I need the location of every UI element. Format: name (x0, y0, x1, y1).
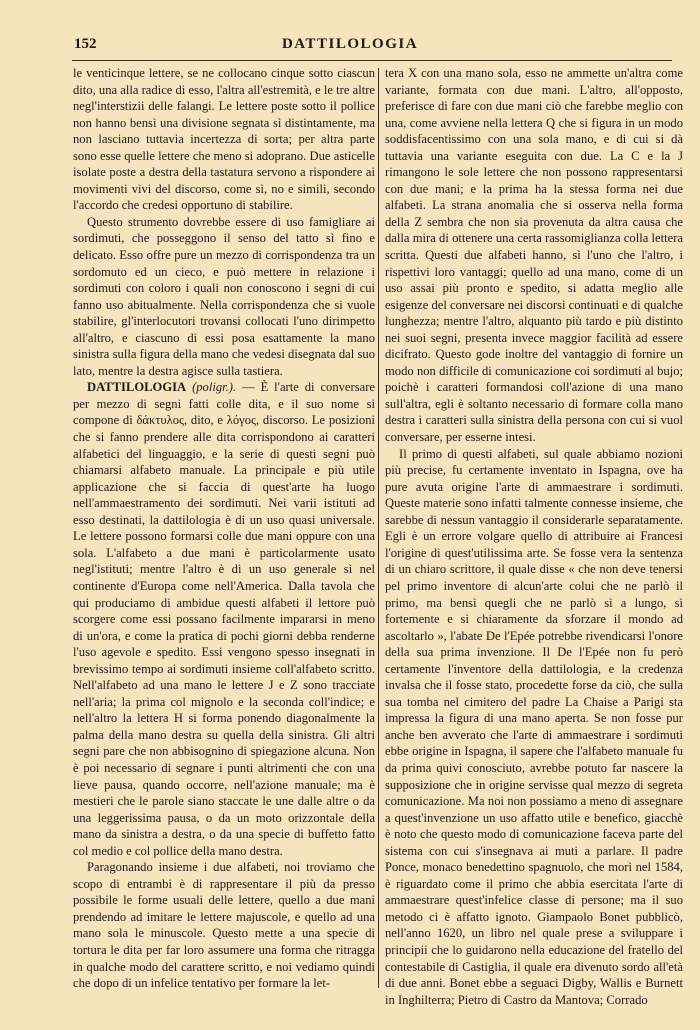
header-rule (72, 60, 672, 61)
paragraph: tera X con una mano sola, esso ne ammette un'altra come variante, formata con due mani. L'altro, all'opposto, preferisce di fare con due mani ciò che farebbe meglio con una, come avviene nella lettera Q che si figura in un modo soddisfacentissimo con una sola mano, e di cui si dà tuttavia una variante eseguita con due. La C e la J rimangono le sole lettere che non possono rappresentarsi con due mani; e la prima ha la stessa forma nei due alfabeti. La strana anomalia che si osserva nella forma della Z sembra che non sia provenuta da altra causa che dalla mira di ottenere una certa rassomiglianza colla lettera scritta. Questi due alfabeti hanno, sì l'uno che l'altro, i rispettivi loro vantaggi; quello ad una mano, come di un uso assai più pronto e spedito, si adatta meglio alle esigenze del conversare nei discorsi continuati e di qualche lunghezza; mentre l'altro, alquanto più tardo e più distinto nei suoi segni, presenta invece maggior facilità ad essere dicifrato. Questo gode inoltre del vantaggio di fornire un modo non difficile di comunicazione coi sordimuti al bujo; poichè i caratteri formandosi coll'azione di una mano sull'altra, egli è soltanto necessario di formare colla mano destra i caratteri sulla sinistra della persona con cui si vuol conversare, per esserne intesi. (385, 66, 683, 445)
entry-headword: DATTILOLOGIA (87, 380, 187, 395)
left-column (73, 65, 375, 992)
entry-category: (poligr.). (192, 380, 237, 395)
right-column (385, 65, 683, 1008)
running-title: DATTILOLOGIA (281, 36, 419, 52)
entry-paragraph (73, 379, 375, 859)
paragraph: Paragonando insieme i due alfabeti, noi troviamo che scopo di entrambi è di rappresentare il più da presso possibile le forme usuali delle lettere, quello a due mani prendendo ad imitare le lettere majuscole, e quello ad una mano sola le minuscole. Questo mette a una specie di tortura le dita per far loro assumere una forma che ritragga in qualche modo del carattere scritto, e noi vediamo quindi che dopo di un infelice tentativo per formare la let- (73, 860, 375, 991)
paragraph: le venticinque lettere, se ne collocano cinque sotto ciascun dito, una alla radice di esso, l'altra all'estremità, e le tre altre negl'interstizii delle falangi. Le lettere poste sotto il pollice non hanno bensì una divisione segnata sì distintamente, ma non lasciano tuttavia incertezza di sorta; per altra parte sono esse quelle lettere che meno si adoprano. Due asticelle isolate poste a destra della tastatura servono a rispondere ai movimenti vivi del discorso, come sì, no e simili, secondo l'accordo che credesi opportuno di stabilire. (73, 66, 375, 213)
paragraph: Il primo di questi alfabeti, sul quale abbiamo nozioni più precise, fu certamente inventato in Ispagna, ove ha pure avuta origine l'arte di ammaestrare i sordimuti. Queste materie sono infatti talmente connesse insieme, che sarebbe di nessun vantaggio il considerarle separatamente. Egli è un errore volgare quello di attribuire ai Francesi l'origine di quest'utilissima arte. Se fosse vera la sentenza di un chiaro scrittore, il quale disse « che non deve tenersi pel primo inventore di alcun'arte colui che ne parlò il primo, ma bensì quegli che ne parlò sì a lungo, sì fortemente e sì chiaramente da sforzare il mondo ad ascoltarlo », l'abate De l'Epée potrebbe rivendicarsi l'onore della sua prima invenzione. Il De l'Epée non fu però certamente l'inventore della dattilologia, e la credenza invalsa che il fosse stato, procedette forse da ciò, che sulla sua tomba nel cimitero del padre La Chaise a Parigi sta impressa la figura di una mano aperta. Se non fosse pur anche ben avverato che l'arte di ammaestrare i sordimuti ebbe origine in Ispagna, il sapere che l'alfabeto manuale fu da prima quivi conosciuto, avrebbe potuto far nascere la supposizione che in origine servisse qual mezzo di segreta comunicazione. Ma noi non possiamo a meno di assegnare a quest'invenzione un uso affatto utile e benefico, giacchè è noto che questo modo di comunicazione faceva parte del sistema con cui s'insegnava ai muti a parlare. Il padre Ponce, monaco benedettino spagnuolo, che morì nel 1584, è riguardato come il primo che abbia esercitata l'arte di ammaestrare quest'infelice classe di persone; ma il suo metodo ci è affatto ignoto. Giampaolo Bonet pubblicò, nell'anno 1620, un libro nel quale prese a sviluppare i principii che lo guidarono nella educazione del fratello del contestabile di Castiglia, il quale era divenuto sordo all'età di due anni. Bonet ebbe a seguaci Digby, Wallis e Burnett in Inghilterra; Pietro di Castro da Mantova; Corrado (385, 446, 683, 1007)
entry-body: — È l'arte di conversare per mezzo di segni fatti colle dita, e il suo nome si compone di δάκτυλος, dito, e λόγος, discorso. Le posizioni che si fanno prendere alle dita corrispondono ai caratteri alfabetici del linguaggio, e la serie di questi segni può chiamarsi alfabeto manuale. La principale e più utile applicazione che si faccia di quest'arte ha luogo nell'ammaestramento dei sordimuti. Nei varii istituti ad esso destinati, la dattilologia è di un uso quasi universale. Le lettere possono formarsi colle due mani oppure con una sola. L'alfabeto a due mani è particolarmente usato negl'istituti; mentre l'altro è di un uso generale sì nel continente d'Europa come nell'America. Dalla tavola che qui produciamo di ambidue questi alfabeti il lettore può scorgere come essi possano facilmente impararsi in meno di un'ora, e come la pratica di pochi giorni debba renderne l'uso agevole e spedito. Essi vengono spesso insegnati in brevissimo tempo ai sordimuti insieme coll'alfabeto scritto. Nell'alfabeto ad una mano le lettere J e Z sono tracciate nell'aria; la prima col mignolo e la seconda coll'indice; e nell'altro la lettera H si forma ponendo diagonalmente la palma della mano destra su quella della sinistra. Gli altri segni pare che non abbisognino di spiegazione alcuna. Non è poi necessario di segnare i punti altrimenti che con una lieve pausa, quando occorre, nell'azione manuale; ma è mestieri che le parole siano staccate le une dalle altre o da una leggerissima pausa, o da un moto orizzontale della mano da sinistra a destra, o da una specie di buffetto fatto col medio e col pollice della mano destra. (73, 380, 375, 858)
paragraph: Questo strumento dovrebbe essere di uso famigliare ai sordimuti, che posseggono il senso del tatto sì fino e delicato. Esso offre pure un mezzo di corrispondenza tra un sordomuto ed un cieco, e può mettere in relazione i sordimuti con coloro i quali non conoscono i segni di cui fanno uso abitualmente. Nella corrispondenza che si vuole stabilire, gl'interlocutori trovansi collocati l'uno dirimpetto all'altro, e ciascuno di essi posa esattamente la mano sinistra sulla figura della mano che vedesi disegnata dal suo lato, mentre la destra agisce sulla tastiera. (73, 214, 375, 378)
page-number: 152 (74, 36, 97, 52)
column-divider (378, 68, 379, 988)
